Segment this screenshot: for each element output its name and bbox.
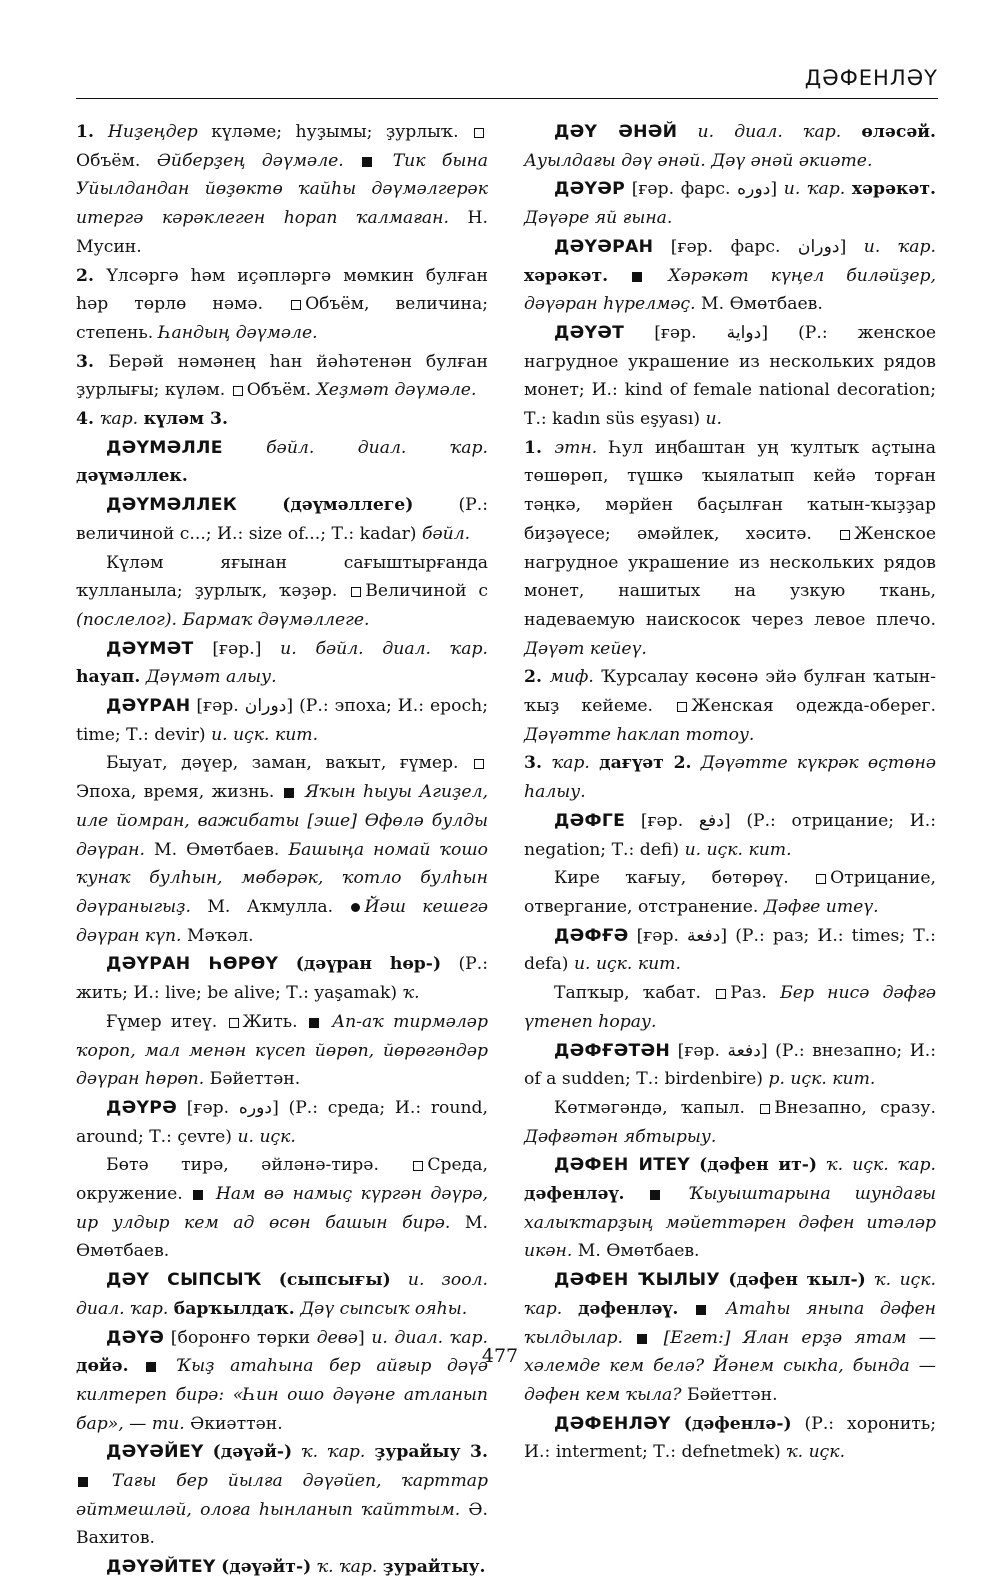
- italic-text: и. диал. ҡар.: [697, 122, 842, 142]
- example-marker-icon: [193, 1190, 203, 1200]
- text: [671, 1414, 684, 1434]
- bold-text: һауап.: [76, 667, 141, 688]
- italic-text: бәйл. диал. ҡар.: [266, 437, 488, 458]
- text: [323, 1012, 332, 1032]
- bold-text: күләм 3.: [143, 409, 228, 430]
- text: [ғәр. دفعة] (Р.: внезапно; И.: of a sudden; Т.: birdenbire): [524, 1040, 936, 1090]
- example-marker-icon: [284, 788, 294, 798]
- text: [278, 954, 295, 974]
- headword: ДӘФЕНЛӘҮ: [554, 1413, 671, 1434]
- text: Женское нагрудное украшение из нескольких рядов монет, нашитых на узкую ткань, надеваемую наискосок через левое плечо.: [524, 523, 936, 630]
- headword: ДӘҮӘТ: [554, 322, 625, 343]
- text: [376, 151, 392, 171]
- italic-text: и. ҡар.: [863, 236, 936, 257]
- headword: ДӘФГЕ: [554, 810, 626, 831]
- bold-text: 3.: [76, 351, 109, 372]
- text: [817, 1155, 826, 1175]
- text: [262, 1270, 279, 1290]
- headword: ДӘҮӘ: [106, 1327, 165, 1348]
- text: [204, 1442, 213, 1462]
- dictionary-paragraph: [524, 979, 936, 1036]
- text: Һул иңбаштан уң ҡултыҡ аҫтына төшөрөп, түшкә ҡыялатып кейә торған тәңкә, мәрйен баҫылған ҡатын-ҡыҙҙар биҙәүесе; әмәйлек, хәситә.: [524, 437, 936, 544]
- text: Берәй нәмәнең һан йәһәтенән булған ҙурлығы; күләм.: [76, 351, 488, 401]
- proverb-marker-icon: [351, 903, 360, 912]
- bold-text: 1.: [524, 437, 555, 458]
- text: күләме; һуҙымы; ҙурлыҡ.: [197, 122, 472, 142]
- text: [237, 495, 282, 515]
- headword: ДӘҮӘР: [554, 179, 626, 200]
- text: [646, 266, 668, 286]
- text: Объём, величина; степень.: [76, 294, 489, 343]
- italic-text: Ҡыҙ атаһына бер айғыр дәүә килтереп бирә: «Һин ошо дәүәне атланып бар», — ти.: [76, 1356, 488, 1434]
- text: [845, 179, 852, 199]
- headword: ДӘҮРАН: [106, 696, 191, 717]
- text: Әкиәттән.: [184, 1413, 283, 1434]
- italic-text: (послелог). Бармаҡ дәүмәллеге.: [76, 609, 370, 630]
- italic-text: Башыңа номай ҡошо ҡунаҡ булһын, мөбәрәк, ҡотло булһын дәүраныгыҙ.: [76, 839, 488, 917]
- text: [92, 1471, 112, 1491]
- right-column: [524, 118, 936, 1467]
- bold-text: дағүәт 2.: [599, 753, 692, 774]
- bold-text: (дәфен ит-): [699, 1155, 818, 1176]
- dictionary-paragraph: [524, 1410, 936, 1467]
- dictionary-paragraph: [76, 1151, 488, 1266]
- italic-text: Нам вә намыҫ күргән дәүрә, ир улдыр кем ад өсөн башын бирә.: [76, 1184, 488, 1233]
- text: Күләм яғынан сағыштырғанда ҡулланыла; ҙурлыҡ, ҡәҙәр.: [76, 552, 488, 602]
- translation-marker-icon: [474, 128, 484, 138]
- dictionary-paragraph: [76, 1094, 488, 1151]
- bold-text: хәрәкәт.: [851, 179, 936, 200]
- text: [690, 1155, 699, 1175]
- italic-text: и. иҫк.: [237, 1126, 296, 1147]
- dictionary-paragraph: [524, 118, 936, 175]
- text: М. Өмөтбаев.: [572, 1241, 700, 1262]
- text: Объём.: [246, 380, 317, 401]
- dictionary-paragraph: [524, 1094, 936, 1151]
- dictionary-paragraph: [76, 1008, 488, 1094]
- bold-text: өләсәй.: [861, 122, 936, 142]
- italic-text: и.: [705, 409, 723, 430]
- dictionary-paragraph: [524, 749, 936, 806]
- text: Ғүмер итеү.: [106, 1011, 227, 1032]
- text: Величиной с: [365, 581, 489, 602]
- bold-text: (дәүәй-): [212, 1442, 293, 1463]
- text: Внезапно, сразу.: [774, 1097, 937, 1118]
- bold-text: дәфенләү.: [524, 1184, 625, 1205]
- text: [692, 753, 701, 773]
- italic-text: Ниҙеңдер: [107, 122, 198, 142]
- italic-text: Дәүәтте һаклап тотоу.: [524, 724, 755, 745]
- italic-text: Дәфғәтән ябтырыу.: [524, 1126, 717, 1147]
- text: [ғәр. фарс. دوران]: [653, 236, 864, 257]
- text: [677, 122, 697, 142]
- translation-marker-icon: [413, 1161, 423, 1171]
- text: [298, 782, 305, 802]
- dictionary-paragraph: [76, 1324, 488, 1439]
- bold-text: дәүмәллек.: [76, 466, 188, 487]
- dictionary-paragraph: [76, 348, 488, 405]
- bold-text: (сыпсығы): [278, 1270, 391, 1291]
- headword: ДӘҮРӘ: [106, 1097, 178, 1118]
- italic-text: ҡ.: [402, 983, 420, 1004]
- text: [ғәр. دوران] (Р.: эпоха; И.: epoch; time; Т.: devir): [76, 696, 488, 745]
- text: Ә. Вахитов.: [76, 1499, 488, 1549]
- translation-marker-icon: [233, 386, 243, 396]
- italic-text: Дәүәтте күкрәк өҫтөнә һалыу.: [524, 753, 936, 803]
- text: [664, 1184, 688, 1204]
- italic-text: Тик бына Уйылдандан йөҙөктө ҡайһы дәүмәлгерәк итергә кәрәклеген һорап ҡалмаған.: [76, 150, 488, 229]
- italic-text: Ҡыуыштарына шундағы халыҡтарҙың мәйеттәрен дәфен итәләр икән.: [524, 1184, 937, 1262]
- italic-text: ҡар.: [551, 753, 590, 774]
- text: [292, 1442, 301, 1462]
- text: ]: [357, 1327, 372, 1348]
- example-marker-icon: [637, 1334, 647, 1344]
- dictionary-paragraph: [524, 922, 936, 979]
- example-marker-icon: [78, 1477, 88, 1487]
- text: Быуат, дәүер, заман, ваҡыт, ғүмер.: [106, 753, 472, 774]
- dictionary-paragraph: [76, 749, 488, 950]
- example-marker-icon: [362, 157, 372, 167]
- italic-text: бәйл.: [421, 523, 471, 544]
- text: [866, 1270, 874, 1290]
- dictionary-paragraph: [76, 491, 488, 548]
- text: [223, 438, 266, 458]
- page-header: [76, 66, 938, 99]
- text: Бәйеттән.: [681, 1384, 778, 1405]
- text: [590, 753, 599, 773]
- headword: ДӘҮ ӘНӘЙ: [554, 122, 678, 142]
- text: [ғәр. фарс. دوره]: [625, 179, 784, 200]
- dictionary-paragraph: [524, 175, 936, 232]
- bold-text: (дәүмәллеге): [282, 495, 414, 516]
- text: [391, 1270, 408, 1290]
- italic-text: Дәүәре яй ғына.: [524, 208, 673, 229]
- bold-text: (дәфенлә-): [683, 1413, 792, 1434]
- bold-text: барҡылдаҡ.: [173, 1298, 295, 1319]
- text: [боронғо төрки: [164, 1327, 317, 1348]
- text: Среда, окружение.: [76, 1155, 488, 1205]
- italic-text: Яҡын һыуы Агиҙел, иле йомран, важибаты [эше] Өфөлә булды дәүран.: [76, 782, 489, 860]
- translation-marker-icon: [716, 989, 726, 999]
- italic-text: и. иҫк. кит.: [684, 839, 792, 860]
- bold-text: ҙурайтыу.: [382, 1557, 486, 1578]
- text: М. Өмөтбаев.: [695, 294, 823, 315]
- italic-text: ҡ. ҡар.: [301, 1442, 366, 1463]
- translation-marker-icon: [474, 759, 484, 769]
- dictionary-paragraph: [76, 635, 488, 692]
- dictionary-paragraph: [524, 807, 936, 864]
- text: [ғәр. دوره] (Р.: среда; И.: round, around; Т.: çevre): [76, 1097, 488, 1147]
- text: [562, 1299, 578, 1319]
- example-marker-icon: [650, 1190, 660, 1200]
- headword: ДӘҮ СЫПСЫҠ: [106, 1270, 262, 1291]
- bold-text: 1.: [76, 122, 108, 142]
- italic-text: девә: [316, 1327, 358, 1348]
- translation-marker-icon: [816, 874, 826, 884]
- text: [678, 1299, 694, 1319]
- text: Мәҡәл.: [181, 925, 254, 946]
- text: Көтмәгәндә, ҡапыл.: [554, 1097, 759, 1118]
- dictionary-paragraph: [76, 549, 488, 635]
- italic-text: ҡ. ҡар.: [316, 1557, 378, 1578]
- text: Отрицание, отвергание, отстранение.: [524, 868, 936, 917]
- text: [608, 266, 630, 286]
- text: Жить.: [242, 1011, 307, 1032]
- italic-text: ҡар.: [99, 409, 139, 430]
- text: [841, 122, 861, 142]
- text: [710, 1299, 726, 1319]
- italic-text: и. диал. ҡар.: [371, 1327, 488, 1348]
- dictionary-paragraph: [76, 262, 488, 348]
- dictionary-paragraph: [76, 434, 488, 491]
- dictionary-paragraph: [524, 1037, 936, 1094]
- headword: ДӘФҒӘ: [554, 925, 629, 946]
- text: Бөтә тирә, әйләнә-тирә.: [106, 1155, 412, 1176]
- italic-text: ҡ. иҫк. ҡар.: [826, 1155, 937, 1176]
- headword: ДӘФЕН ИТЕҮ: [554, 1155, 691, 1176]
- headword: ДӘҮМӘЛЛЕК: [106, 495, 238, 516]
- text: Бәйеттән.: [204, 1069, 301, 1090]
- example-marker-icon: [309, 1018, 319, 1028]
- bold-text: ҙурайыу 3.: [374, 1442, 488, 1463]
- italic-text: и. бәйл. диал. ҡар.: [280, 638, 488, 659]
- bold-text: хәрәкәт.: [524, 265, 609, 286]
- text: [207, 1184, 216, 1204]
- dictionary-paragraph: [76, 692, 488, 749]
- example-marker-icon: [632, 272, 642, 282]
- italic-text: Ап-аҡ тирмәләр ҡороп, мал менән күсеп йөрөп, йөрөгәндәр дәүран һөрөп.: [76, 1011, 488, 1090]
- dictionary-paragraph: [524, 864, 936, 921]
- bold-text: (дәүран һөр-): [295, 954, 442, 975]
- dictionary-paragraph: [524, 1266, 936, 1410]
- text: Объём.: [76, 150, 157, 171]
- headword: ДӘҮӘЙТЕҮ: [106, 1557, 216, 1578]
- italic-text: Дәүәт кейеү.: [524, 638, 647, 659]
- page-number: 477: [481, 1345, 519, 1367]
- dictionary-paragraph: [76, 1438, 488, 1553]
- text: [344, 151, 360, 171]
- italic-text: Бер нисә дәфғә үтенеп һорау.: [524, 983, 936, 1032]
- example-marker-icon: [696, 1305, 706, 1315]
- dictionary-paragraph: [524, 1151, 936, 1266]
- dictionary-paragraph: [76, 1553, 488, 1582]
- italic-text: Атаһы яныпа дәфен ҡылдылар.: [524, 1298, 936, 1348]
- text: М. Өмөтбаев.: [76, 1212, 488, 1262]
- italic-text: [Егет:] Ялан ерҙә ятам — хәлемде кем белә? Йәнем сыкһа, бында — дәфен кем ҡыла?: [524, 1327, 937, 1405]
- italic-text: Ауылдағы дәү әнәй. Дәү әнәй әкиәте.: [524, 150, 873, 171]
- translation-marker-icon: [229, 1018, 239, 1028]
- bold-text: (дәүәйт-): [221, 1557, 312, 1578]
- dictionary-paragraph: [76, 118, 488, 262]
- text: (Р.: хоронить; И.: interment; Т.: defnetmek): [524, 1413, 936, 1463]
- italic-text: Һандың дәүмәле.: [158, 322, 318, 343]
- translation-marker-icon: [677, 702, 687, 712]
- text: Женская одежда-оберег.: [691, 696, 936, 717]
- italic-text: и. иҫк. кит.: [573, 954, 681, 975]
- translation-marker-icon: [291, 300, 301, 310]
- italic-text: и. ҡар.: [783, 179, 846, 200]
- translation-marker-icon: [840, 530, 850, 540]
- italic-text: Тағы бер йылға дәүәйеп, ҡарттар әйтмешләй, олоға һынланып ҡайттым.: [76, 1471, 488, 1520]
- text: [ғәр.]: [193, 638, 281, 659]
- headword: ДӘҮМӘЛЛЕ: [106, 437, 223, 458]
- text: [365, 1442, 374, 1462]
- headword: ДӘҮӘРАН: [554, 236, 654, 257]
- bold-text: дәфенләү.: [577, 1298, 679, 1319]
- text: М. Өмөтбаев.: [144, 839, 289, 860]
- italic-text: Дәфғе итеү.: [763, 896, 879, 917]
- italic-text: ҡ. иҫк.: [786, 1442, 846, 1463]
- bold-text: (дәфен ҡыл-): [728, 1270, 866, 1291]
- italic-text: Дәү сыпсыҡ ояһы.: [300, 1298, 468, 1319]
- italic-text: Хеҙмәт дәүмәле.: [316, 380, 477, 401]
- bold-text: 3.: [524, 753, 552, 774]
- text: Үлсәргә һәм иҫәпләргә мөмкин булған һәр төрлө нәмә.: [76, 265, 489, 315]
- translation-marker-icon: [351, 587, 361, 597]
- text: [ғәр. دفع] (Р.: отрицание; И.: negation; Т.: defi): [524, 810, 936, 860]
- headword: ДӘҮРАН ҺӨРӨҮ: [106, 954, 279, 975]
- dictionary-paragraph: [76, 405, 488, 434]
- translation-marker-icon: [760, 1104, 770, 1114]
- italic-text: р. иҫк. кит.: [768, 1069, 876, 1090]
- italic-text: этн.: [554, 437, 598, 458]
- text: [624, 1184, 648, 1204]
- text: Раз.: [730, 983, 781, 1004]
- text: М. Аҡмулла.: [190, 896, 350, 917]
- dictionary-paragraph: [76, 950, 488, 1007]
- text: (Р.: величиной с...; И.: size of...; Т.: kadar): [76, 495, 488, 544]
- italic-text: и. зоол. диал. ҡар.: [76, 1270, 488, 1319]
- dictionary-paragraph: [524, 663, 936, 749]
- running-head: ДӘФЕНЛӘҮ: [804, 66, 938, 90]
- italic-text: ҡ. иҫк. ҡар.: [524, 1270, 936, 1319]
- text: (Р.: жить; И.: live; be alive; Т.: yaşamak): [76, 954, 488, 1004]
- headword: ДӘҮМӘТ: [106, 638, 194, 659]
- headword: ДӘФҒӘТӘН: [554, 1040, 671, 1061]
- dictionary-paragraph: [524, 434, 936, 664]
- bold-text: 2.: [524, 667, 550, 688]
- text: Кире ҡағыу, бөтөрөү.: [554, 868, 815, 889]
- dictionary-paragraph: [524, 319, 936, 434]
- italic-text: Хәрәкәт күңел биләйҙер, дәүәран һүрелмәҫ.: [524, 265, 936, 315]
- text: Эпоха, время, жизнь.: [76, 782, 282, 803]
- bold-text: 4.: [76, 409, 100, 430]
- bold-text: дөйә.: [76, 1356, 129, 1377]
- text: Н. Мусин.: [76, 208, 488, 257]
- italic-text: миф.: [549, 667, 594, 688]
- headword: ДӘФЕН ҠЫЛЫУ: [554, 1270, 720, 1291]
- bold-text: 2.: [76, 265, 107, 286]
- italic-text: Йәш кешегә дәүран күп.: [76, 896, 488, 946]
- italic-text: и. иҫк. кит.: [211, 724, 319, 745]
- text: Тапҡыр, ҡабат.: [554, 983, 715, 1004]
- dictionary-paragraph: [76, 1266, 488, 1323]
- headword: ДӘҮӘЙЕҮ: [106, 1442, 204, 1463]
- italic-text: Әйберҙең дәүмәле.: [156, 150, 344, 171]
- text: Ҡурсалау көсөнә эйә булған ҡатын-ҡыҙ кейеме.: [524, 667, 936, 717]
- text: [ғәр. دفعة] (Р.: раз; И.: times; Т.: defa): [524, 925, 936, 975]
- italic-text: Дәүмәт алыу.: [145, 667, 277, 688]
- text: [ғәр. دواية] (Р.: женское нагрудное украшение из нескольких рядов монет; И.: kind of female national decoration; Т.: kadın süs eşyası): [524, 322, 936, 430]
- dictionary-paragraph: [524, 233, 936, 319]
